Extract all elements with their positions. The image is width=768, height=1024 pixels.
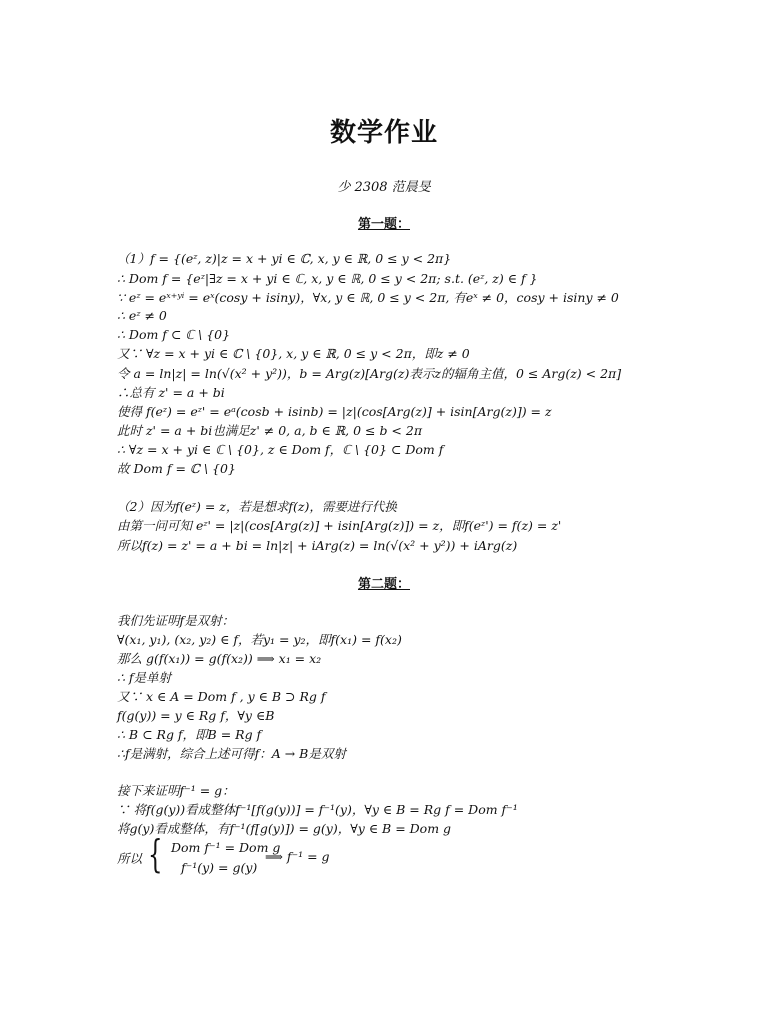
s1-part2-line-2: 由第一问可知 eᶻ' = |z|(cos[Arg(z)] + isin[Arg(z)]) = z，即f(eᶻ') = f(z) = z' (117, 518, 562, 533)
s1-line-4: ∴ eᶻ ≠ 0 (117, 308, 167, 323)
s1-line-3: ∵ eᶻ = eˣ⁺ʸⁱ = eˣ(cosy + isiny)，∀x, y ∈ ℝ, 0 ≤ y < 2π, 有eˣ ≠ 0，cosy + isiny ≠ 0 (117, 290, 619, 305)
conclusion-result: ⟹ f⁻¹ = g (265, 849, 330, 864)
section2-heading: 第二题： (357, 577, 410, 592)
s2-line-4: ∴ f是单射 (117, 670, 172, 685)
s1-line-6: 又∵ ∀z = x + yi ∈ ℂ \ {0}, x, y ∈ ℝ, 0 ≤ y < 2π，即z ≠ 0 (117, 346, 470, 361)
s1-line-10: 此时 z' = a + bi也满足z' ≠ 0, a, b ∈ ℝ, 0 ≤ b < 2π (117, 423, 423, 438)
conclusion-label: 所以 (117, 851, 143, 866)
s1-line-11: ∴ ∀z = x + yi ∈ ℂ \ {0}, z ∈ Dom f，ℂ \ {0} ⊂ Dom f (117, 442, 444, 457)
conclusion-row-1: Dom f⁻¹ = Dom g (171, 840, 281, 855)
s1-line-5: ∴ Dom f ⊂ ℂ \ {0} (117, 327, 231, 342)
s1-line-12: 故 Dom f = ℂ \ {0} (117, 461, 236, 476)
s1-part2-line-1: （2）因为f(eᶻ) = z，若是想求f(z)，需要进行代换 (117, 499, 397, 514)
s1-line-9: 使得 f(eᶻ) = eᶻ' = eᵃ(cosb + isinb) = |z|(cos[Arg(z)] + isin[Arg(z)]) = z (117, 404, 552, 419)
s1-part2-line-3: 所以f(z) = z' = a + bi = ln|z| + iArg(z) = ln(√(x² + y²)) + iArg(z) (117, 538, 518, 553)
s2-line-7: ∴ B ⊂ Rg f，即B = Rg f (117, 727, 262, 742)
s2-part2-line-1: 接下来证明f⁻¹ = g： (117, 783, 235, 798)
s2-part2-line-3: 将g(y)看成整体，有f⁻¹(f[g(y)]) = g(y)，∀y ∈ B = Dom g (117, 821, 452, 836)
s2-line-3: 那么 g(f(x₁)) = g(f(x₂)) ⟹ x₁ = x₂ (117, 651, 322, 666)
s2-line-5: 又∵ x ∈ A = Dom f , y ∈ B ⊃ Rg f (117, 689, 326, 704)
s2-line-1: 我们先证明f是双射： (117, 613, 235, 628)
left-brace-icon: { (148, 832, 163, 876)
s2-part2-line-2: ∵ 将f(g(y))看成整体f⁻¹[f(g(y))] = f⁻¹(y)，∀y ∈ B = Rg f = Dom f⁻¹ (117, 802, 518, 817)
document-author: 少 2308 范晨旻 (337, 180, 431, 195)
s2-line-2: ∀(x₁, y₁), (x₂, y₂) ∈ f，若y₁ = y₂，即f(x₁) = f(x₂) (117, 632, 402, 647)
s1-line-8: ∴总有 z' = a + bi (117, 385, 225, 400)
section1-heading: 第一题： (357, 217, 410, 232)
s1-line-7: 令 a = ln|z| = ln(√(x² + y²))，b = Arg(z)[Arg(z)表示z的辐角主值，0 ≤ Arg(z) < 2π] (117, 366, 622, 381)
s1-line-2: ∴ Dom f = {eᶻ|∃z = x + yi ∈ ℂ, x, y ∈ ℝ, 0 ≤ y < 2π; s.t. (eᶻ, z) ∈ f } (117, 271, 538, 286)
s1-line-1: （1）f = {(eᶻ, z)|z = x + yi ∈ ℂ, x, y ∈ ℝ, 0 ≤ y < 2π} (117, 251, 452, 266)
s2-line-6: f(g(y)) = y ∈ Rg f，∀y ∈B (117, 708, 275, 723)
document-title: 数学作业 (329, 118, 438, 148)
s2-line-8: ∴f是满射，综合上述可得f：A → B是双射 (117, 746, 346, 761)
conclusion-row-2: f⁻¹(y) = g(y) (181, 860, 258, 875)
